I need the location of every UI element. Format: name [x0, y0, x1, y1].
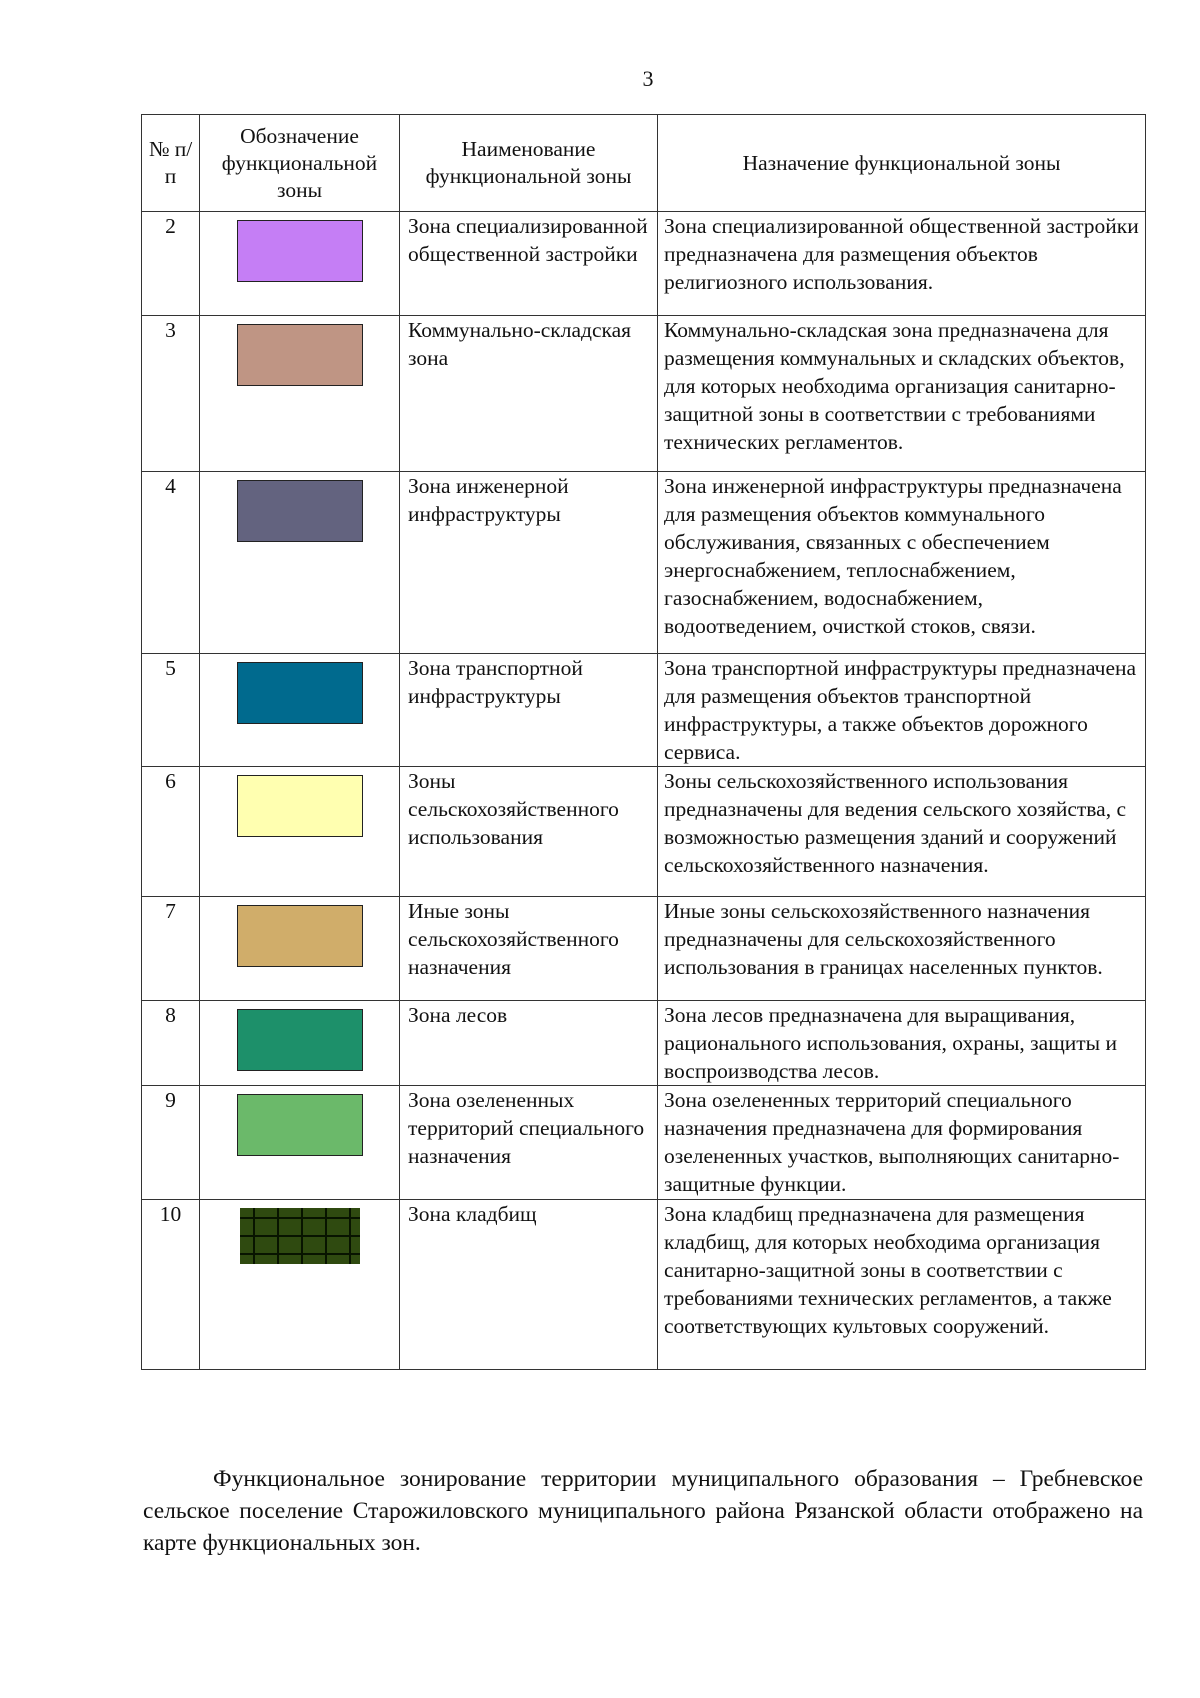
zone-color-swatch — [240, 1208, 360, 1264]
row-number: 8 — [142, 1001, 200, 1086]
header-name: Наименование функциональной зоны — [400, 115, 658, 212]
row-number: 3 — [142, 316, 200, 472]
zone-color-swatch — [237, 480, 363, 542]
row-number: 4 — [142, 472, 200, 654]
zone-description: Зона транспортной инфраструктуры предназначена для размещения объектов транспортной инфраструктуры, а также объектов дорожного сервиса. — [658, 654, 1146, 767]
zone-name: Иные зоны сельскохозяйственного назначения — [400, 897, 658, 1001]
zone-color-swatch — [237, 1094, 363, 1156]
zone-name: Зоны сельскохозяйственного использования — [400, 767, 658, 897]
zone-description: Зона озелененных территорий специального назначения предназначена для формирования озелененных участков, выполняющих санитарно-защитные функции. — [658, 1086, 1146, 1200]
zone-name: Коммунально-складская зона — [400, 316, 658, 472]
zone-description: Коммунально-складская зона предназначена для размещения коммунальных и складских объектов, для которых необходима организация санитарно-защитной зоны в соответствии с требованиями технических регламентов. — [658, 316, 1146, 472]
zone-name: Зона транспортной инфраструктуры — [400, 654, 658, 767]
zone-color-swatch — [237, 662, 363, 724]
zone-color-swatch — [237, 1009, 363, 1071]
zone-description: Зона кладбищ предназначена для размещения кладбищ, для которых необходима организация санитарно-защитной зоны в соответствии с требованиями технических регламентов, а также соответствующих культовых сооружений. — [658, 1200, 1146, 1370]
table-row — [142, 316, 1146, 472]
header-purpose: Назначение функциональной зоны — [658, 115, 1146, 212]
row-number: 2 — [142, 212, 200, 316]
table-row — [142, 212, 1146, 316]
zone-description: Зона инженерной инфраструктуры предназначена для размещения объектов коммунального обслуживания, связанных с обеспечением энергоснабжением, теплоснабжением, газоснабжением, водоснабжением, водоотведением, очисткой стоков, связи. — [658, 472, 1146, 654]
zone-color-swatch — [237, 324, 363, 386]
table-row — [142, 1086, 1146, 1200]
zone-description: Иные зоны сельскохозяйственного назначения предназначены для сельскохозяйственного использования в границах населенных пунктов. — [658, 897, 1146, 1001]
table-row — [142, 767, 1146, 897]
row-number: 10 — [142, 1200, 200, 1370]
zone-description: Зоны сельскохозяйственного использования предназначены для ведения сельского хозяйства, с возможностью размещения зданий и сооружений сельскохозяйственного назначения. — [658, 767, 1146, 897]
header-symbol: Обозначение функциональной зоны — [200, 115, 400, 212]
row-number: 7 — [142, 897, 200, 1001]
zone-name: Зона специализированной общественной застройки — [400, 212, 658, 316]
zone-description: Зона специализированной общественной застройки предназначена для размещения объектов религиозного использования. — [658, 212, 1146, 316]
row-number: 6 — [142, 767, 200, 897]
row-number: 9 — [142, 1086, 200, 1200]
table-row — [142, 472, 1146, 654]
table-row — [142, 1001, 1146, 1086]
page-number: 3 — [642, 66, 654, 91]
table-row — [142, 897, 1146, 1001]
zone-name: Зона лесов — [400, 1001, 658, 1086]
zone-description: Зона лесов предназначена для выращивания, рационального использования, охраны, защиты и воспроизводства лесов. — [658, 1001, 1146, 1086]
functional-zones-table — [141, 114, 1146, 1370]
table-row — [142, 1200, 1146, 1370]
zone-name: Зона кладбищ — [400, 1200, 658, 1370]
zone-color-swatch — [237, 905, 363, 967]
zone-color-swatch — [237, 775, 363, 837]
zone-color-swatch — [237, 220, 363, 282]
table-header-row — [142, 115, 1146, 212]
row-number: 5 — [142, 654, 200, 767]
table-row — [142, 654, 1146, 767]
body-paragraph: Функциональное зонирование территории муниципального образования – Гребневское сельское поселение Старожиловского муниципального района Рязанской области отображено на карте функциональных зон. — [143, 1466, 1143, 1556]
zone-name: Зона инженерной инфраструктуры — [400, 472, 658, 654]
header-num: № п/п — [142, 115, 200, 212]
zone-name: Зона озелененных территорий специального назначения — [400, 1086, 658, 1200]
